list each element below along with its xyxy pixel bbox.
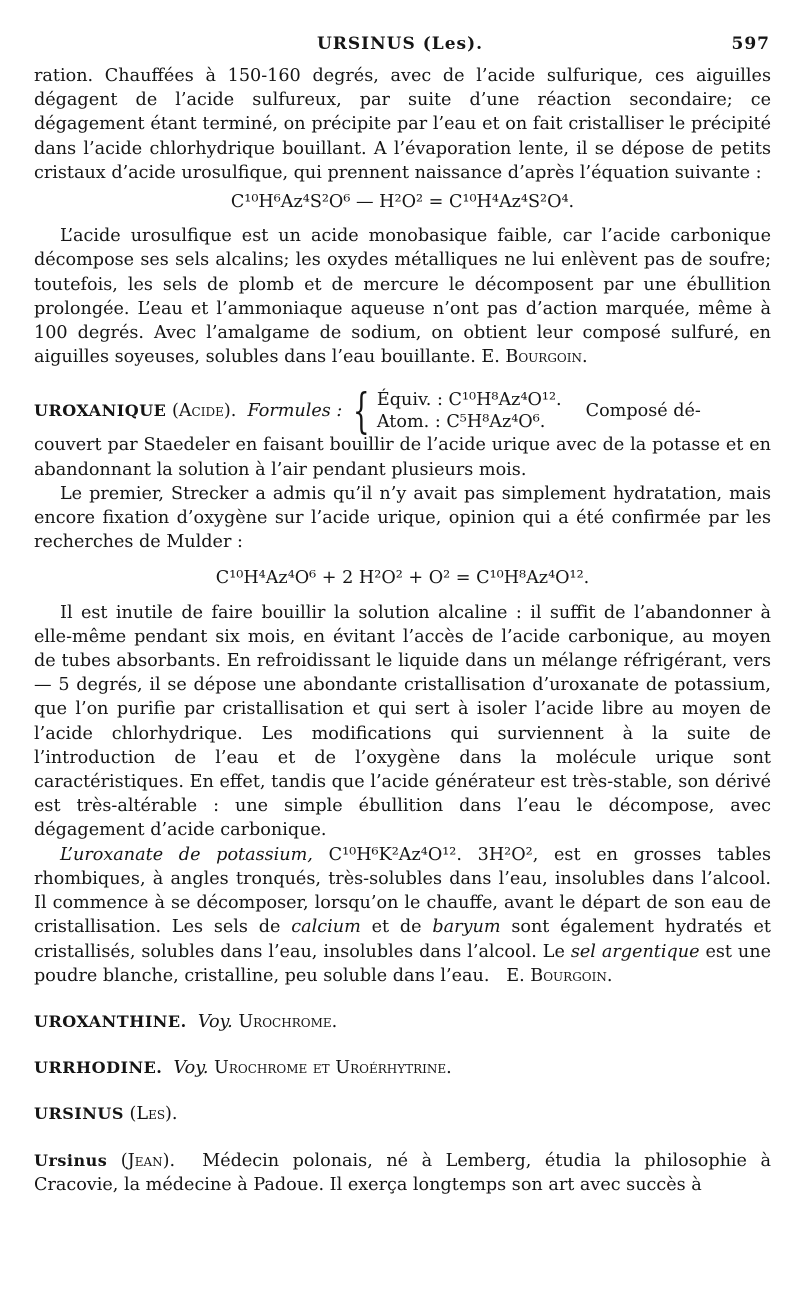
voy-label: Voy. (173, 1058, 209, 1079)
paragraph-text: C¹⁰H⁶K²Az⁴O¹². 3H²O², est en grosses tables rhombiques, à angles tronqués, très-solubles dans l’eau, insolubles dans l’alcool. Il commence à se décomposer, lorsqu’on le chauffe, avant le départ de son eau de cristallisation. Les sels de (34, 844, 772, 938)
running-title: URSINUS (Les). (316, 34, 484, 54)
paragraph-text: L’acide urosulfique est un acide monobasique faible, car l’acide carbonique décompose ses sels alcalins; les oxydes métalliques ne lui enlèvent pas de soufre; toutefois, les sels de plomb et de mercure le décomposent par une ébullition prolongée. L’eau et l’ammoniaque aqueuse n’ont pas d’action marquée, même à 100 degrés. Avec l’amalgame de sodium, on obtient leur composé sulfuré, en aiguilles soyeuses, solubles dans l’eau bouillante. (34, 226, 771, 368)
entry-title: URRHODINE. (34, 1058, 163, 1078)
entry-subtitle: (Les). (129, 1104, 178, 1125)
italic-calcium: calcium (291, 917, 361, 938)
paragraph-uroxanique-intro: couvert par Staedeler en faisant bouillir de l’acide urique avec de la potasse et en abandonnant la solution à l’air pendant plusieurs mois. (34, 435, 771, 480)
cross-reference: Urochrome et Uroérhytrine. (214, 1058, 452, 1079)
author-signature: E. Bourgoin. (481, 347, 588, 368)
author-signature: E. Bourgoin. (506, 965, 613, 986)
cross-reference: Urochrome. (238, 1011, 338, 1032)
paragraph-text: est une poudre blanche, cristalline, peu soluble dans l’eau. (34, 941, 771, 986)
formula-uroxanique: C¹⁰H⁴Az⁴O⁶ + 2 H²O² + O² = C¹⁰H⁸Az⁴O¹². (215, 568, 590, 589)
formula-urosulfique: C¹⁰H⁶Az⁴S²O⁶ — H²O² = C¹⁰H⁴Az⁴S²O⁴. (230, 192, 575, 213)
italic-baryum: baryum (432, 917, 501, 938)
voy-label: Voy. (197, 1011, 233, 1032)
paragraph-uroxanate (34, 843, 771, 988)
entry-title: UROXANIQUE (34, 401, 167, 421)
formula-lines (377, 389, 562, 433)
entry-text-start: Composé dé- (585, 401, 701, 422)
formula-brace (346, 383, 562, 440)
entry-heading-uroxanique (34, 383, 771, 440)
page-number: 597 (731, 34, 770, 54)
entry-urrhodine (34, 1056, 771, 1080)
paragraph-urosulfique (34, 224, 771, 369)
entry-title: UROXANTHINE. (34, 1011, 187, 1031)
brace-glyph: { (353, 383, 371, 440)
running-header (0, 34, 800, 58)
formula-atom: Atom. : C⁵H⁸Az⁴O⁶. (376, 412, 546, 433)
formules-label: Formules : (247, 401, 343, 422)
italic-sel-argentique: sel argentique (570, 941, 700, 962)
paragraph-text: Médecin polonais, né à Lemberg, étudia la philosophie à Cracovie, la médecine à Padoue. Il exerça longtemps son art avec succès à (34, 1150, 771, 1195)
paragraph-preparation: Il est inutile de faire bouillir la solution alcaline : il suffit de l’abandonner à elle-même pendant six mois, en évitant l’accès de l’acide carbonique, au moyen de tubes absorbants. En refroidissant le liquide dans un mélange réfrigérant, vers — 5 degrés, il se dépose une abondante cristallisation d’uroxanate de potassium, que l’on purifie par cristallisation et qui sert à isoler l’acide libre au moyen de l’acide chlorhydrique. Les modifications qui surviennent à la suite de l’introduction de l’eau et de l’oxygène dans la molécule urique sont caractéristiques. En effet, tandis que l’acide générateur est très-stable, son dérivé est très-altérable : une simple ébullition dans l’eau le décompose, avec dégagement d’acide carbonique. (34, 602, 771, 841)
entry-title: Ursinus (34, 1150, 108, 1170)
page-body (34, 64, 771, 1197)
entry-ursinus (34, 1102, 771, 1126)
paragraph-text: sont également hydratés et cristallisés, solubles dans l’eau, insolubles dans l’alcool. Le (34, 917, 771, 962)
entry-uroxanthine (34, 1010, 771, 1034)
entry-subtitle: (Acide). (171, 401, 237, 422)
italic-term: L’uroxanate de potassium, (60, 844, 313, 865)
formula-equiv: Équiv. : C¹⁰H⁸Az⁴O¹². (376, 390, 562, 411)
entry-subtitle: (Jean). (120, 1150, 176, 1171)
paragraph-continuation: ration. Chauffées à 150-160 degrés, avec de l’acide sulfurique, ces aiguilles dégagent de l’acide sulfureux, par suite d’une réaction secondaire; ce dégagement étant terminé, on précipite par l’eau et on fait cristalliser le précipité dans l’acide chlorhydrique bouillant. A l’évaporation lente, il se dépose de petits cristaux d’acide urosulfique, qui prennent naissance d’après l’équation suivante : (34, 66, 771, 183)
connector-text: et de (371, 917, 422, 938)
entry-ursinus-jean (34, 1149, 771, 1197)
paragraph-strecker: Le premier, Strecker a admis qu’il n’y avait pas simplement hydratation, mais encore fixation d’oxygène sur l’acide urique, opinion qui a été confirmée par les recherches de Mulder : (34, 483, 771, 553)
entry-title: URSINUS (34, 1104, 124, 1124)
